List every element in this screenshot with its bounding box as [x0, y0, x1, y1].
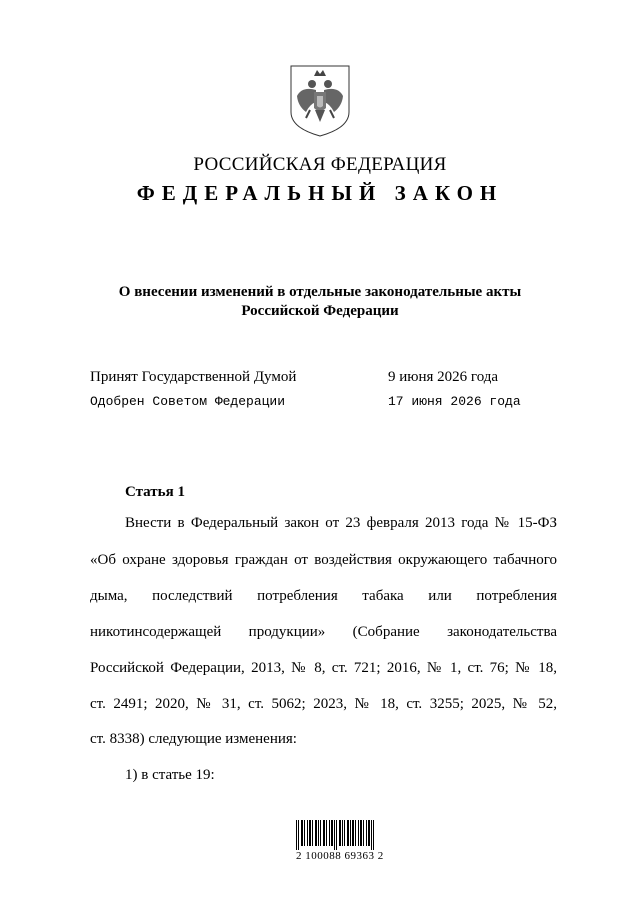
law-title — [80, 283, 560, 321]
council-approval-label: Одобрен Советом Федерации — [90, 394, 286, 409]
duma-adoption-date: 9 июня 2026 года — [388, 369, 499, 385]
article-text-line: дыма, последствий потребления табака или потребления — [90, 588, 557, 604]
article-text-line: ст. 8338) следующие изменения: — [90, 731, 297, 747]
duma-adoption-label: Принят Государственной Думой — [90, 369, 297, 385]
law-title-line-2: Российской Федерации — [241, 303, 399, 319]
article-text-line: «Об охране здоровья граждан от воздействия окружающего табачного — [90, 552, 557, 568]
barcode-number: 2 100088 69363 2 — [296, 850, 384, 862]
article-heading: Статья 1 — [125, 484, 185, 500]
coat-of-arms-icon — [288, 64, 352, 138]
council-approval-date: 17 июня 2026 года — [388, 394, 521, 409]
document-type: ФЕДЕРАЛЬНЫЙ ЗАКОН — [136, 181, 504, 205]
article-item-1: 1) в статье 19: — [125, 767, 215, 783]
country-name: РОССИЙСКАЯ ФЕДЕРАЦИЯ — [193, 154, 447, 175]
article-text-line: Российской Федерации, 2013, № 8, ст. 721; 2016, № 1, ст. 76; № 18, — [90, 660, 557, 676]
article-text-line: никотинсодержащей продукции» (Собрание законодательства — [90, 624, 557, 640]
article-text-line: Внести в Федеральный закон от 23 февраля 2013 года № 15-ФЗ — [125, 515, 557, 531]
law-title-line-1: О внесении изменений в отдельные законодательные акты — [118, 284, 522, 300]
barcode-icon — [296, 816, 376, 850]
article-text-line: ст. 2491; 2020, № 31, ст. 5062; 2023, № 18, ст. 3255; 2025, № 52, — [90, 696, 557, 712]
